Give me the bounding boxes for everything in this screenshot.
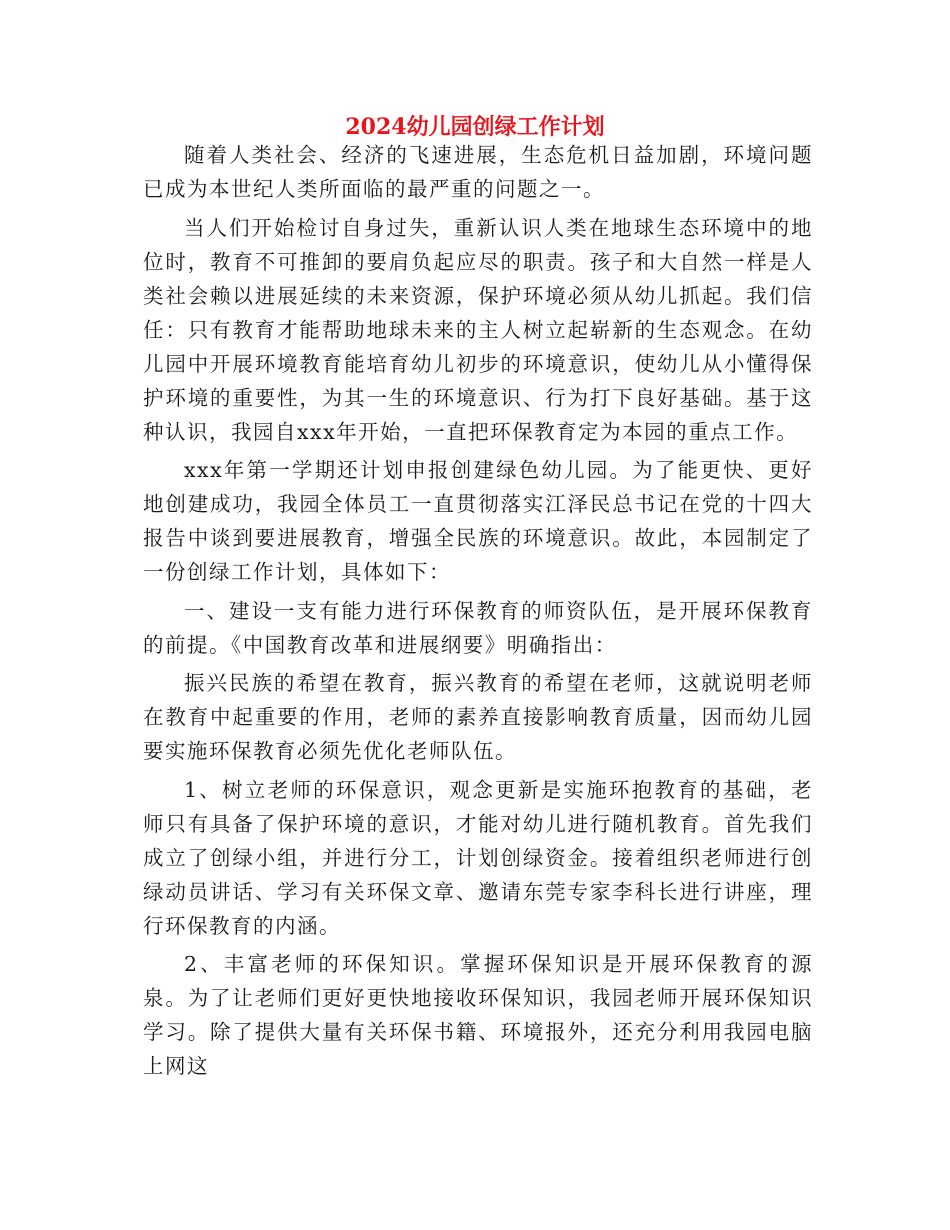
paragraph-teacher-importance: 振兴民族的希望在教育，振兴教育的希望在老师，这就说明老师在教育中起重要的作用，老师的素养直接影响教育质量，因而幼儿园要实施环保教育必须先优化老师队伍。 (143, 671, 813, 763)
paragraph-plan-overview: xxx年第一学期还计划申报创建绿色幼儿园。为了能更快、更好地创建成功，我园全体员工一直贯彻落实江泽民总书记在党的十四大报告中谈到要进展教育，增强全民族的环境意识。故此，本园制定了一份创绿工作计划，具体如下： (143, 458, 813, 584)
document-title: 2024幼儿园创绿工作计划 (345, 114, 605, 140)
paragraph-section-one: 一、建设一支有能力进行环保教育的师资队伍，是开展环保教育的前提。《中国教育改革和进展纲要》明确指出： (143, 598, 813, 657)
paragraph-item-2: 2、丰富老师的环保知识。掌握环保知识是开展环保教育的源泉。为了让老师们更好更快地接收环保知识，我园老师开展环保知识学习。除了提供大量有关环保书籍、环境报外，还充分利用我园电脑上网这 (143, 952, 813, 1078)
document-body (143, 138, 813, 1088)
paragraph-item-1: 1、树立老师的环保意识，观念更新是实施环抱教育的基础，老师只有具备了保护环境的意识，才能对幼儿进行随机教育。首先我们成立了创绿小组，并进行分工，计划创绿资金。接着组织老师进行创绿动员讲话、学习有关环保文章、邀请东莞专家李科长进行讲座，理行环保教育的内涵。 (143, 777, 813, 938)
paragraph-intro: 随着人类社会、经济的飞速进展，生态危机日益加剧，环境问题已成为本世纪人类所面临的最严重的问题之一。 (143, 143, 813, 201)
paragraph-education-role: 当人们开始检讨自身过失，重新认识人类在地球生态环境中的地位时，教育不可推卸的要肩负起应尽的职责。孩子和大自然一样是人类社会赖以进展延续的未来资源，保护环境必须从幼儿抓起。我们信任：只有教育才能帮助地球未来的主人树立起崭新的生态观念。在幼儿园中开展环境教育能培育幼儿初步的环境意识，使幼儿从小懂得保护环境的重要性，为其一生的环境意识、行为打下良好基础。基于这种认识，我园自xxx年开始，一直把环保教育定为本园的重点工作。 (143, 215, 813, 444)
